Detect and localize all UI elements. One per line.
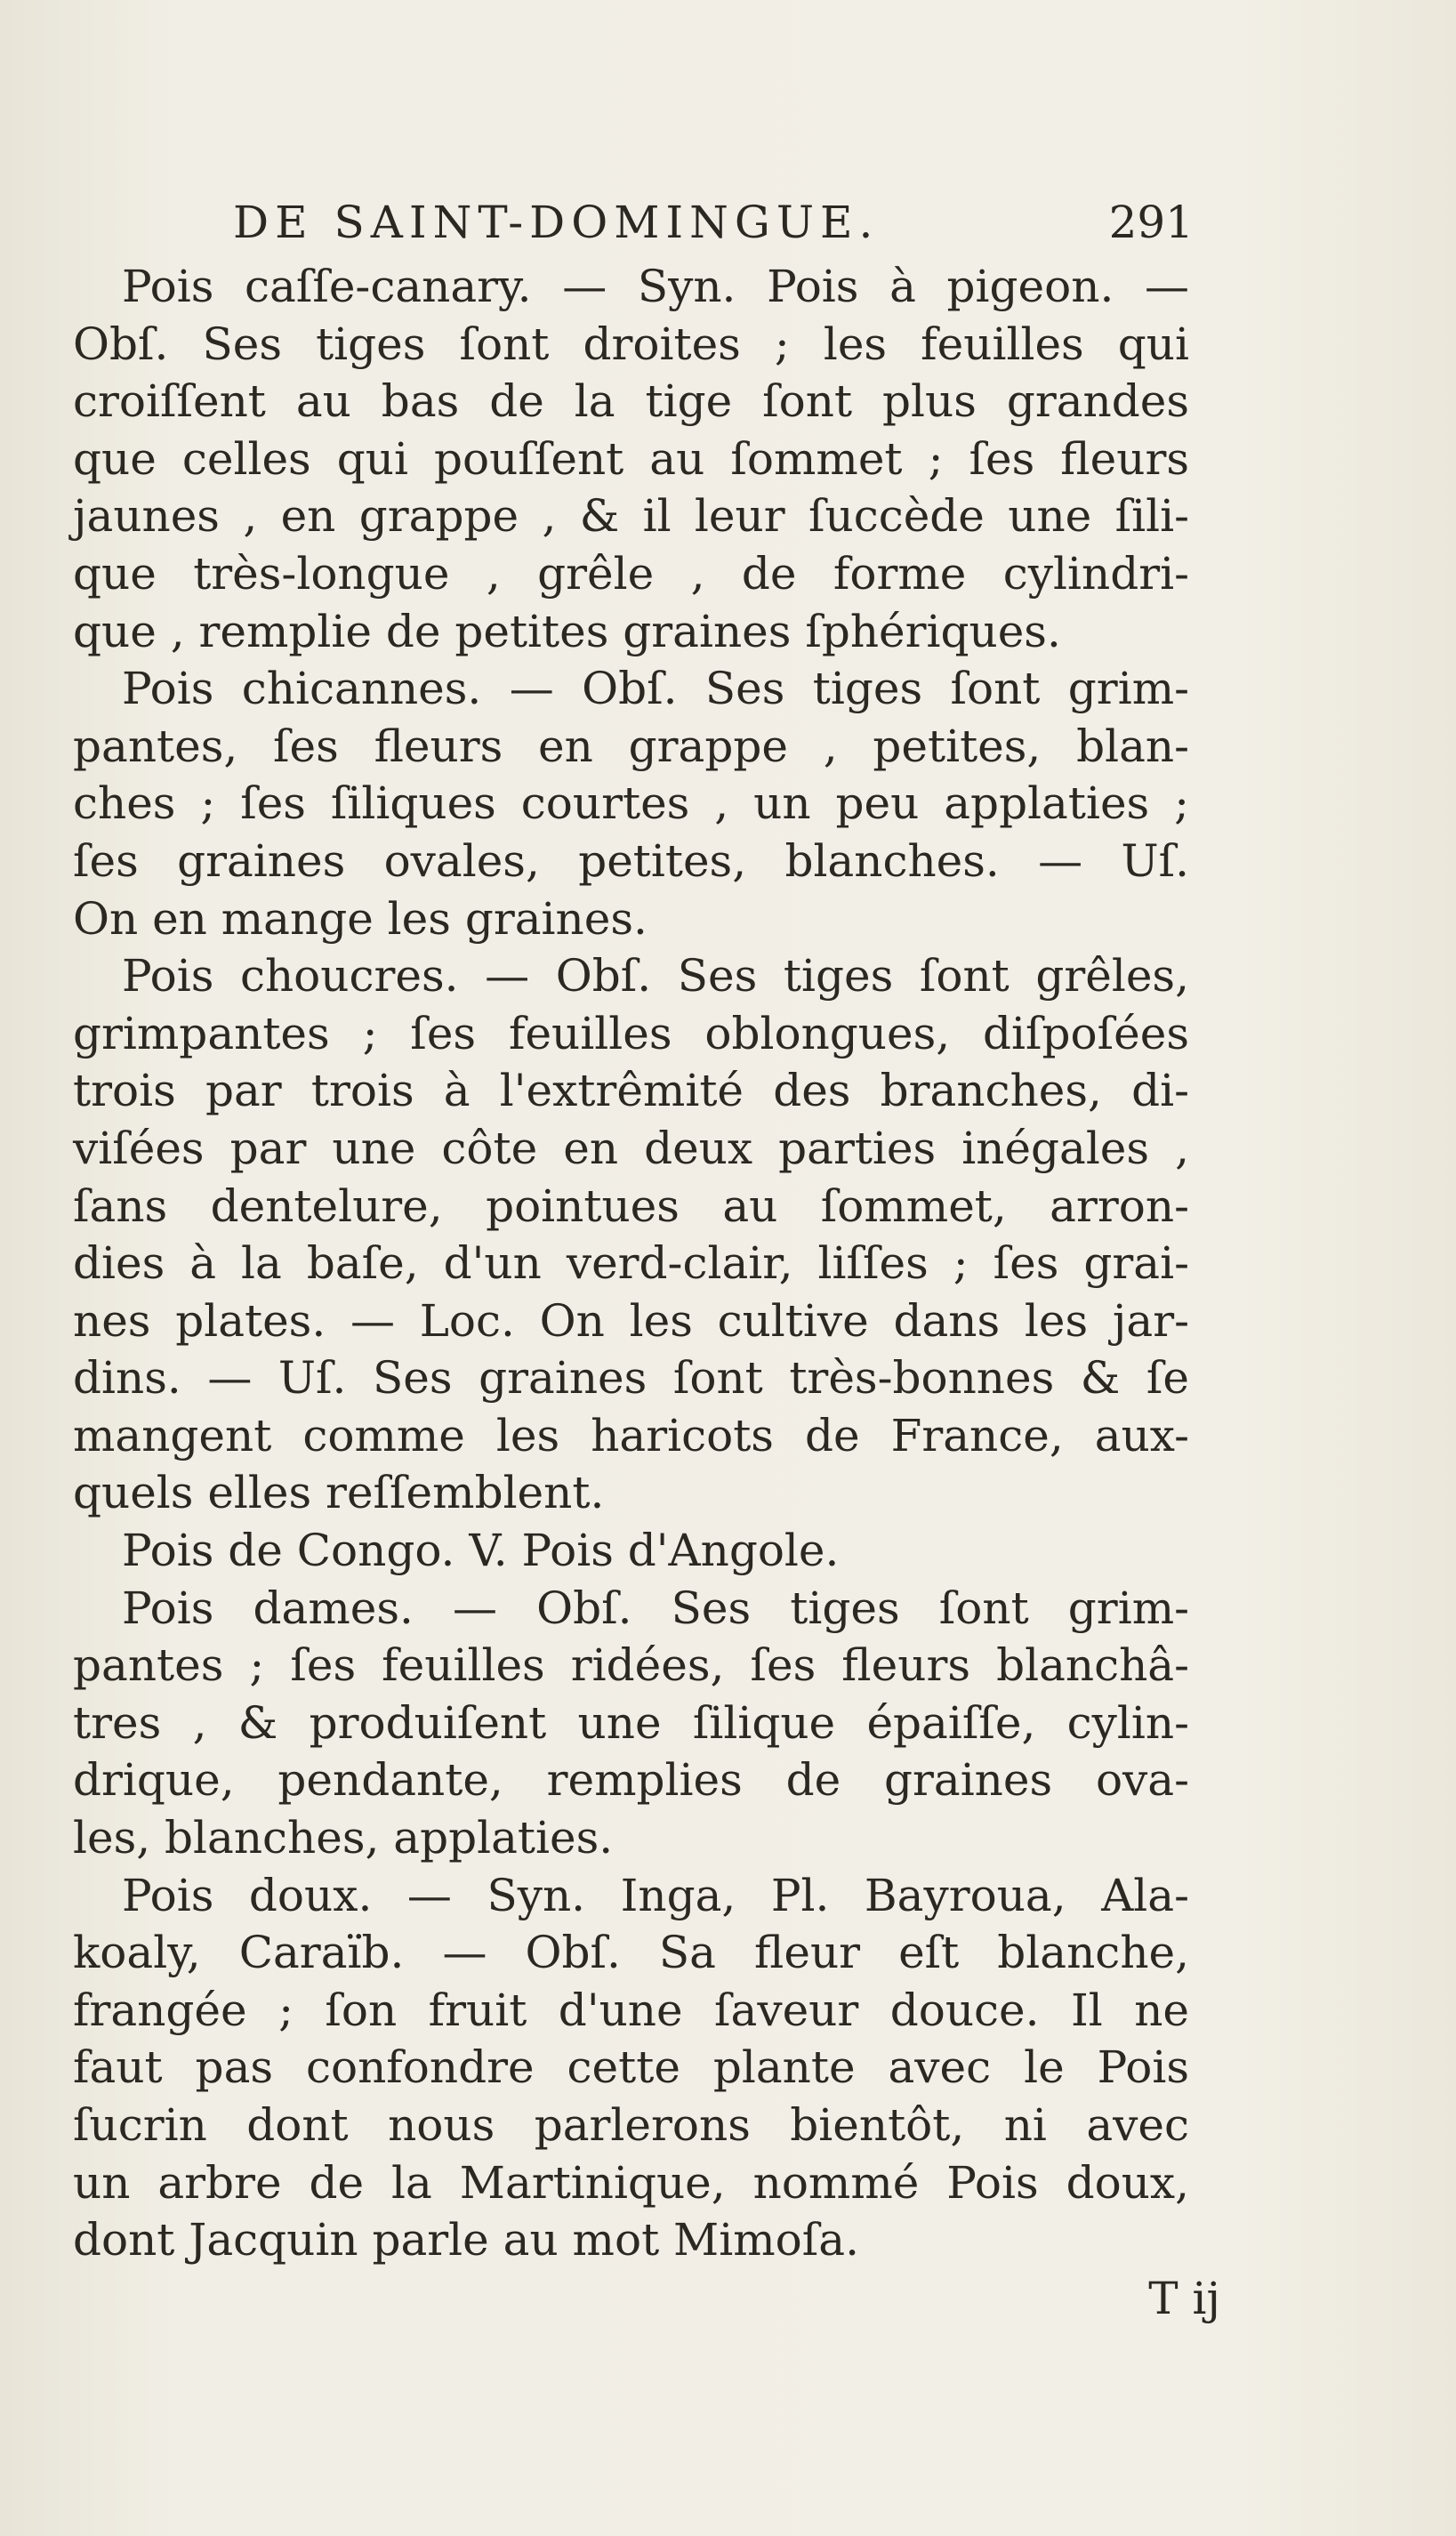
text-line: jaunes , en grappe , & il leur ſuccède une ſili- <box>73 490 1189 543</box>
text-line: Pois choucres. — Obſ. Ses tiges ſont grêles, <box>122 950 1189 1002</box>
text-line: On en mange les graines. <box>73 892 648 945</box>
text-line: ſucrin dont nous parlerons bientôt, ni avec <box>73 2099 1189 2151</box>
text-line: les, blanches, applaties. <box>73 1812 614 1864</box>
text-line: trois par trois à l'extrêmité des branches, di- <box>73 1065 1189 1117</box>
text-line: frangée ; ſon fruit d'une ſaveur douce. Il ne <box>73 1984 1189 2036</box>
text-line: ſans dentelure, pointues au ſommet, arron- <box>73 1179 1189 1232</box>
text-line: dies à la baſe, d'un verd-clair, liſſes ; ſes grai- <box>73 1237 1189 1290</box>
text-line: viſées par une côte en deux parties inégales , <box>73 1122 1189 1174</box>
text-line: faut pas confondre cette plante avec le Pois <box>73 2041 1189 2094</box>
text-line: nes plates. — Loc. On les cultive dans les jar- <box>73 1294 1189 1347</box>
text-line: ſes graines ovales, petites, blanches. — Uſ. <box>73 834 1189 887</box>
text-line: pantes ; ſes feuilles ridées, ſes fleurs blanchâ- <box>73 1639 1189 1692</box>
text-line: Pois caſſe-canary. — Syn. Pois à pigeon. — <box>122 261 1189 312</box>
text-line: ches ; ſes ſiliques courtes , un peu applaties ; <box>73 777 1189 830</box>
text-line: croiſſent au bas de la tige ſont plus grandes <box>73 375 1189 428</box>
text-line: un arbre de la Martinique, nommé Pois doux, <box>73 2156 1189 2209</box>
text-line: dont Jacquin parle au mot Mimoſa. <box>73 2214 859 2266</box>
text-line: dins. — Uſ. Ses graines ſont très-bonnes & ſe <box>73 1352 1189 1405</box>
text-line: quels elles reſſemblent. <box>73 1467 605 1519</box>
text-line: koaly, Caraïb. — Obſ. Sa fleur eſt blanche, <box>73 1927 1189 1979</box>
text-line: grimpantes ; ſes feuilles oblongues, diſpoſées <box>73 1007 1189 1059</box>
text-line: drique, pendante, remplies de graines ova- <box>73 1754 1189 1807</box>
text-line: pantes, ſes fleurs en grappe , petites, blan- <box>73 720 1189 772</box>
text-line: Pois de Congo. V. Pois d'Angole. <box>122 1525 840 1577</box>
text-line: Pois doux. — Syn. Inga, Pl. Bayroua, Ala- <box>122 1869 1189 1921</box>
running-title: DE SAINT-DOMINGUE. <box>233 197 880 248</box>
text-line: que , remplie de petites graines ſphériques. <box>73 605 1061 657</box>
text-line: Pois dames. — Obſ. Ses tiges ſont grim- <box>122 1582 1189 1634</box>
body-text <box>73 258 1189 2269</box>
text-line: tres , & produiſent une ſilique épaiſſe, cylin- <box>73 1696 1189 1749</box>
text-line: que celles qui pouſſent au ſommet ; ſes fleurs <box>73 432 1189 485</box>
page-number: 291 <box>1108 197 1194 248</box>
page-header <box>233 187 1194 258</box>
signature-mark: T ij <box>1148 2273 1220 2324</box>
text-line: Pois chicannes. — Obſ. Ses tiges ſont grim- <box>122 663 1189 715</box>
text-line: Obſ. Ses tiges ſont droites ; les feuilles qui <box>73 318 1189 370</box>
text-line: mangent comme les haricots de France, aux- <box>73 1409 1189 1461</box>
text-line: que très-longue , grêle , de forme cylindri- <box>73 547 1189 600</box>
